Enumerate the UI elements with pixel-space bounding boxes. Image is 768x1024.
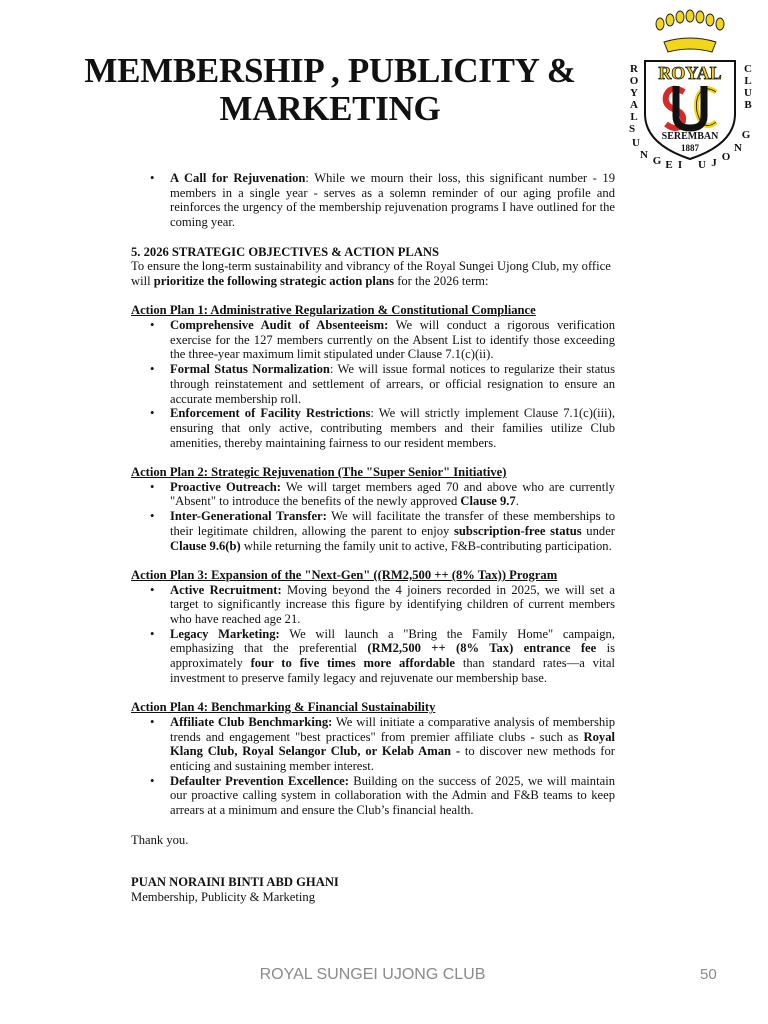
svg-text:U: U [744,87,752,99]
club-crest-logo [612,4,768,169]
list-item [170,480,615,509]
svg-text:R: R [630,63,638,75]
list-item [170,406,615,450]
svg-text:S: S [628,123,636,135]
action-plan-3 [131,568,615,686]
list-item [170,362,615,406]
section-heading: 5. 2026 STRATEGIC OBJECTIVES & ACTION PLANS [131,244,440,259]
bold-text: Comprehensive Audit of Absenteeism: [170,318,389,332]
svg-text:L: L [630,111,638,123]
bold-text: Clause 9.7 [460,494,516,509]
action-plan-heading: Action Plan 2: Strategic Rejuvenation (The "Super Senior" Initiative) [131,465,507,480]
action-plan-4 [131,700,615,818]
section-intro-paragraph [131,259,615,288]
svg-text:O: O [629,75,639,87]
intro-section [131,171,615,230]
signatory-role: Membership, Publicity & Marketing [131,889,315,904]
text-segment: is approximately [170,641,615,671]
list-item [170,318,615,362]
bullet-call-for-rejuvenation [170,171,615,230]
page-number: 50 [700,966,717,983]
signature-block [131,875,615,904]
svg-text:G: G [741,129,751,141]
text-segment: Moving beyond the 4 joiners recorded in 2025, we will set a target to significantly increase this figure by identifying children of current members who have reached age 21. [170,582,616,627]
closing-text: Thank you. [131,832,189,847]
text-segment: To ensure the long-term sustainability and vibrancy of the Royal Sungei Ujong Club, my office will [131,259,611,288]
text-segment: We will conduct a rigorous verification exercise for the 127 members currently on the Absent List to identify those exceeding the three-year maximum limit stipulated under Clause 7.1(c)(ii). [170,318,615,362]
svg-text:E: E [665,159,673,169]
title-line: MEMBERSHIP , PUBLICITY & [84,51,576,90]
page-title [40,52,620,128]
text-segment: to discover new methods for enticing and sustaining member interest. [170,744,615,774]
bold-text: Clause 9.6(b) [170,538,241,553]
text-segment: . [515,494,519,509]
footer-club-name: ROYAL SUNGEI UJONG CLUB [259,966,486,983]
svg-text:U: U [698,159,706,169]
text-segment: : We will strictly implement Clause 7.1(c)(iii), ensuring that only active, contributing members and their families utilize Club amenities, thereby maintaining fairness to our resident members. [170,406,615,450]
text-segment: Building on the success of 2025, we will maintain our proactive calling system in collaboration with the Admin and F&B teams to keep arrears at a minimum and ensure the Club’s financial health. [170,773,615,818]
action-plan-2 [131,465,615,553]
text-segment: under [581,523,615,538]
bold-text: Affiliate Club Benchmarking: [170,714,333,729]
bold-text: Proactive Outreach: [170,479,281,494]
list-item [170,509,615,553]
list-item [170,715,615,774]
list-item [170,774,615,818]
svg-text:I: I [677,159,683,169]
svg-text:B: B [744,99,752,111]
text-segment: We will initiate a comparative analysis of membership trends and engagement "best practices" from premier affiliate clubs - such as [170,714,615,744]
text-segment: : While we mourn their loss, this significant number - 19 members in a single year - serves as a solemn reminder of our aging profile and reinforces the urgency of the membership rejuvenation programs I have outlined for the coming year. [170,171,616,230]
bold-text: subscription-free status [454,523,582,538]
bold-text: A Call for Rejuvenation [170,171,306,185]
bold-text: prioritize the following strategic action plans [153,273,395,288]
action-plan-heading: Action Plan 3: Expansion of the "Next-Gen" ((RM2,500 ++ (8% Tax)) Program [131,567,558,582]
svg-text:Y: Y [630,87,638,99]
svg-text:J: J [711,157,717,169]
svg-text:C: C [744,63,752,75]
svg-text:O: O [721,151,731,163]
svg-text:A: A [630,99,638,111]
text-segment: We will facilitate the transfer of these memberships to their legitimate children, allowing the parent to enjoy [170,509,615,538]
action-plan-heading: Action Plan 1: Administrative Regularization & Constitutional Compliance [131,303,536,318]
list-item [170,583,615,627]
bold-text: Active Recruitment: [170,582,282,597]
bold-text: Formal Status Normalization [170,362,330,377]
title-line: MARKETING [219,89,441,128]
text-segment: while returning the family unit to active, F&B-contributing participation. [240,538,612,553]
text-segment: We will launch a "Bring the Family Home" campaign, emphasizing that the preferential [170,626,615,656]
svg-text:1887: 1887 [681,143,699,153]
svg-text:SEREMBAN: SEREMBAN [661,131,719,142]
bold-text: (RM2,500 ++ (8% Tax) entrance fee [367,641,597,656]
bold-text: Defaulter Prevention Excellence: [170,773,349,788]
svg-text:ROYAL: ROYAL [658,63,722,83]
action-plan-heading: Action Plan 4: Benchmarking & Financial Sustainability [131,700,436,715]
bold-text: Legacy Marketing: [170,626,280,641]
svg-text:L: L [744,75,752,87]
action-plan-1 [131,303,615,450]
svg-text:G: G [652,155,662,167]
list-item [170,627,615,686]
text-segment: : We will issue formal notices to regularize their status through reinstatement and settlement of arrears, or official resignation to ensure an accurate membership roll. [170,362,616,406]
bold-text: four to five times more affordable [250,656,456,671]
svg-text:N: N [640,149,648,161]
svg-text:U: U [632,137,640,149]
text-segment: We will target members aged 70 and above who are currently "Absent" to introduce the benefits of the newly approved [170,479,615,509]
bold-text: Royal Klang Club, Royal Selangor Club, or Kelab Aman - [170,729,615,759]
bold-text: Enforcement of Facility Restrictions [170,406,371,421]
signatory-name: PUAN NORAINI BINTI ABD GHANI [131,875,339,890]
document-body [131,171,615,905]
bold-text: Inter-Generational Transfer: [170,509,327,524]
text-segment: than standard rates—a vital investment to preserve family legacy and rejuvenate our membership base. [170,656,616,685]
section-5 [131,245,615,289]
svg-text:N: N [734,142,742,154]
text-segment: for the 2026 term: [394,273,489,288]
